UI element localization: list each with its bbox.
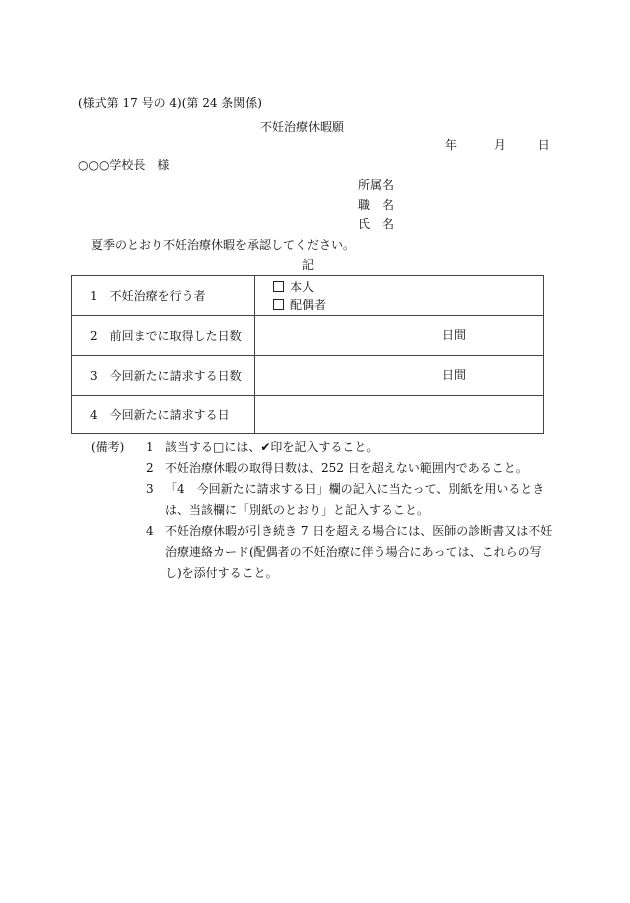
note-item bbox=[91, 521, 571, 584]
note-item bbox=[91, 458, 571, 479]
note-item bbox=[91, 437, 571, 458]
table-row bbox=[72, 356, 544, 396]
table-row bbox=[72, 396, 544, 434]
date-line bbox=[445, 138, 550, 152]
days-unit: 日間 bbox=[441, 328, 466, 343]
form-reference: (様式第 17 号の 4)(第 24 条関係) bbox=[78, 96, 262, 110]
note-number: 2 bbox=[146, 461, 154, 475]
row-label: 1 不妊治療を行う者 bbox=[72, 276, 255, 316]
row-label: 3 今回新たに請求する日数 bbox=[72, 356, 255, 396]
checkbox-icon[interactable] bbox=[273, 299, 284, 310]
date-day: 日 bbox=[537, 138, 550, 152]
table-row bbox=[72, 316, 544, 356]
days-taken-cell[interactable] bbox=[255, 316, 544, 356]
option-self[interactable]: 本人 bbox=[255, 278, 543, 296]
position-label: 職 名 bbox=[358, 198, 395, 212]
note-text: 該当する□には、✔印を記入すること。 bbox=[165, 440, 379, 454]
date-year: 年 bbox=[445, 138, 458, 152]
note-text: 不妊治療休暇が引き続き 7 日を超える場合には、医師の診断書又は不妊治療連絡カード(配偶者の不妊治療に伴う場合にあっては、これらの写し)を添付すること。 bbox=[165, 524, 553, 580]
notes-label: (備考) bbox=[91, 440, 125, 454]
note-number: 1 bbox=[146, 440, 154, 454]
days-requested-cell[interactable] bbox=[255, 356, 544, 396]
note-number: 4 bbox=[146, 524, 154, 538]
note-item bbox=[91, 479, 571, 521]
note-text: 「4 今回新たに請求する日」欄の記入に当たって、別紙を用いるときは、当該欄に「別紙のとおり」と記入すること。 bbox=[165, 482, 545, 517]
target-person-cell bbox=[255, 276, 544, 316]
request-text: 夏季のとおり不妊治療休暇を承認してください。 bbox=[91, 238, 356, 252]
days-unit: 日間 bbox=[441, 368, 466, 383]
row-label: 2 前回までに取得した日数 bbox=[72, 316, 255, 356]
row-label: 4 今回新たに請求する日 bbox=[72, 396, 255, 434]
table-row bbox=[72, 276, 544, 316]
name-label: 氏 名 bbox=[358, 217, 395, 231]
note-number: 3 bbox=[146, 482, 154, 496]
note-text: 不妊治療休暇の取得日数は、252 日を超えない範囲内であること。 bbox=[165, 461, 528, 475]
affiliation-label: 所属名 bbox=[358, 178, 395, 192]
option-spouse[interactable]: 配偶者 bbox=[255, 296, 543, 314]
ki-label: 記 bbox=[302, 258, 315, 272]
addressee: ○○○学校長 様 bbox=[78, 158, 170, 172]
request-table bbox=[71, 275, 544, 434]
page-title: 不妊治療休暇願 bbox=[260, 120, 345, 134]
notes-section bbox=[91, 437, 571, 584]
checkbox-icon[interactable] bbox=[273, 281, 284, 292]
date-month: 月 bbox=[493, 138, 506, 152]
dates-requested-cell[interactable] bbox=[255, 396, 544, 434]
